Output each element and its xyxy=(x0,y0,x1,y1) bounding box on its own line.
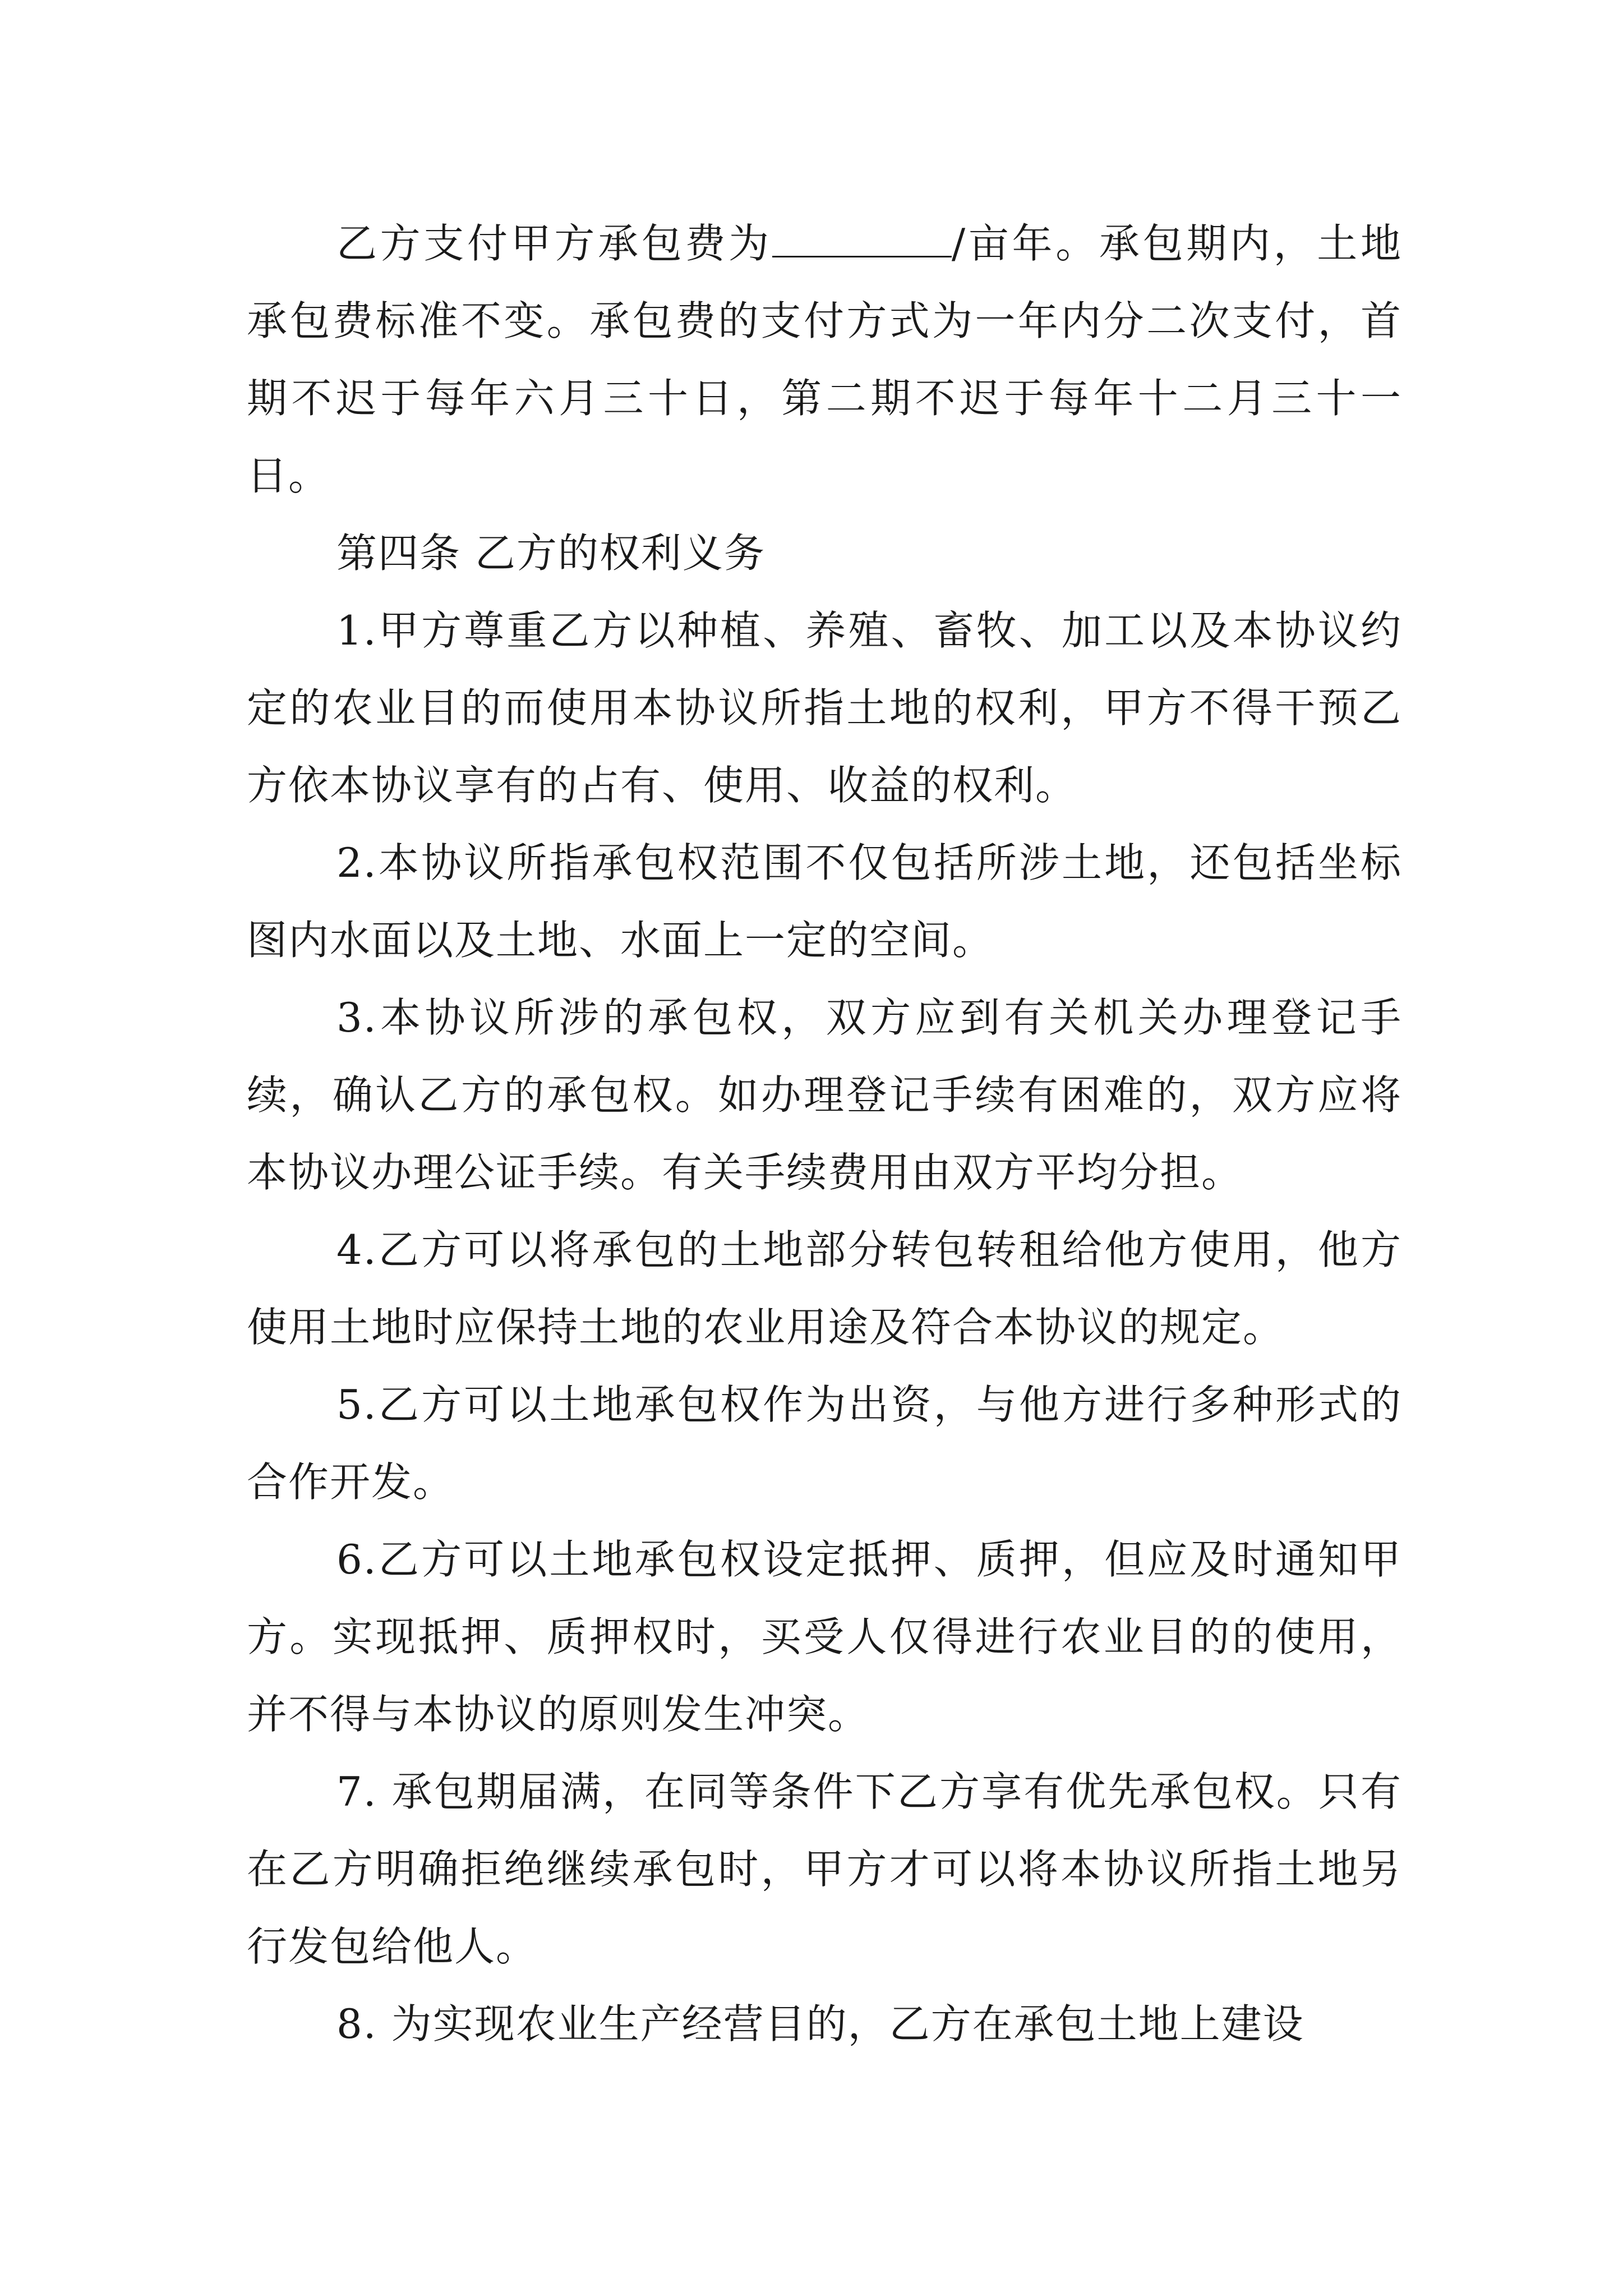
clause-item: 6.乙方可以土地承包权设定抵押、质押，但应及时通知甲方。实现抵押、质押权时，买受人仅得进行农业目的的使用，并不得与本协议的原则发生冲突。 xyxy=(247,1536,1402,1738)
document-body xyxy=(247,205,1402,2063)
clause-item: 8. 为实现农业生产经营目的，乙方在承包土地上建设 xyxy=(336,2000,1304,2047)
payment-paragraph xyxy=(247,205,1402,514)
clause-item: 7. 承包期届满，在同等条件下乙方享有优先承包权。只有在乙方明确拒绝继续承包时，甲方才可以将本协议所指土地另行发包给他人。 xyxy=(247,1768,1402,1970)
payment-text-end: /亩年。承包期内，土地承包费标准不变。承包费的支付方式为一年内分二次支付，首期不迟于每年六月三十日，第二期不迟于每年十二月三十一日。 xyxy=(247,220,1402,499)
clause-item: 3.本协议所涉的承包权，双方应到有关机关办理登记手续，确认乙方的承包权。如办理登记手续有困难的，双方应将本协议办理公证手续。有关手续费用由双方平均分担。 xyxy=(247,994,1402,1196)
section-title: 第四条 乙方的权利义务 xyxy=(336,530,766,577)
clause-item: 1.甲方尊重乙方以种植、养殖、畜牧、加工以及本协议约定的农业目的而使用本协议所指土地的权利，甲方不得干预乙方依本协议享有的占有、使用、收益的权利。 xyxy=(247,607,1402,809)
clause-item: 2.本协议所指承包权范围不仅包括所涉土地，还包括坐标图内水面以及土地、水面上一定的空间。 xyxy=(247,839,1402,964)
payment-text-start: 乙方支付甲方承包费为 xyxy=(336,220,772,267)
clause-item: 5.乙方可以土地承包权作为出资，与他方进行多种形式的合作开发。 xyxy=(247,1381,1402,1506)
clause-item: 4.乙方可以将承包的土地部分转包转租给他方使用，他方使用土地时应保持土地的农业用途及符合本协议的规定。 xyxy=(247,1226,1402,1351)
fee-blank-line xyxy=(772,222,952,257)
